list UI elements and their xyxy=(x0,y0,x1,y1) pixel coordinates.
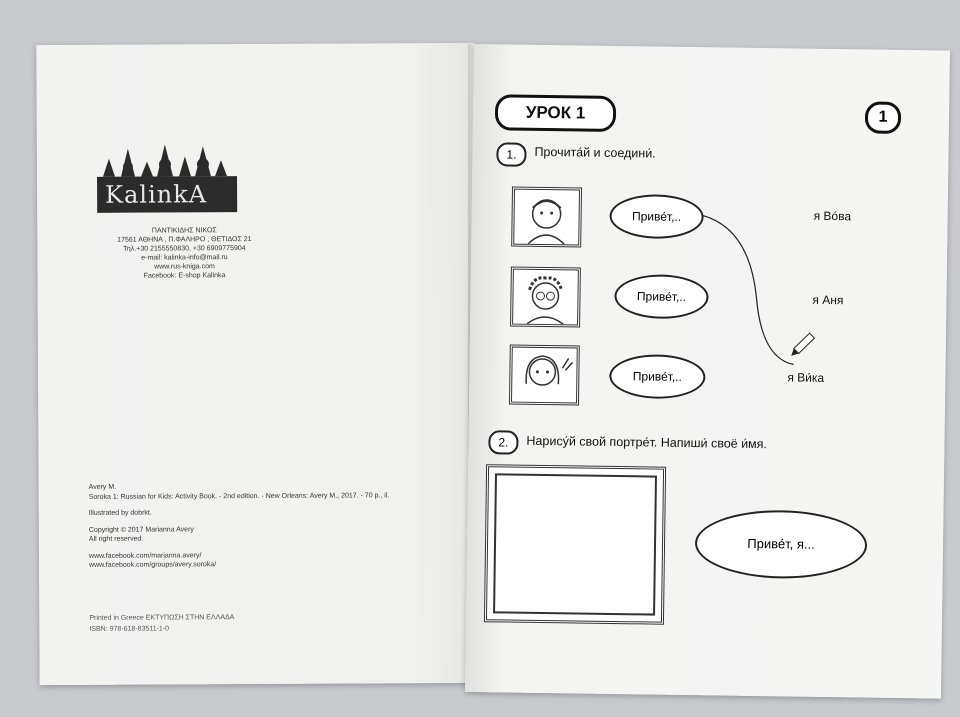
task-1-text: Прочита́й и соедини́. xyxy=(534,144,656,161)
publisher-line: e-mail: kalinka-info@mail.ru xyxy=(141,254,228,262)
portrait-boy-icon xyxy=(511,187,582,248)
facebook-link: www.facebook.com/marianna.avery/ xyxy=(88,551,202,560)
drawing-area xyxy=(493,473,657,615)
portrait-drawing-frame xyxy=(484,464,666,624)
facebook-group-link: www.facebook.com/groups/avery.soroka/ xyxy=(89,561,217,569)
publisher-info xyxy=(99,226,269,281)
right-page xyxy=(465,44,950,699)
publisher-line: ΠΑΝΤΙΚΙΔΗΣ ΝΙΚΟΣ xyxy=(151,227,217,235)
page-number: 1 xyxy=(865,101,901,133)
printing-info xyxy=(89,612,234,635)
speech-bubble: Приве́т,.. xyxy=(609,194,704,239)
logo-text: KalinkA xyxy=(105,180,208,209)
copyright: Copyright © 2017 Marianna Avery xyxy=(88,525,194,534)
name-label: я Во́ва xyxy=(813,208,852,224)
portrait-girl-icon xyxy=(509,345,580,406)
speech-bubble: Приве́т,.. xyxy=(614,274,709,319)
speech-bubble: Приве́т,.. xyxy=(609,354,706,399)
illustrator: Illustrated by dobrkt. xyxy=(88,509,152,517)
rights: All right reserved. xyxy=(88,535,144,543)
big-speech-bubble: Приве́т, я... xyxy=(695,509,868,579)
task-2-text: Нарису́й свой портре́т. Напиши́ своё и́мя. xyxy=(526,433,768,452)
portrait-curly-boy-icon xyxy=(510,267,581,328)
publisher-line: Facebook: E-shop Kalinka xyxy=(143,272,226,280)
lesson-title: УРОК 1 xyxy=(495,94,616,132)
publisher-line: Τηλ.+30 2155550830, +30 6909775904 xyxy=(123,245,246,253)
isbn: ISBN: 978-618-83511-1-0 xyxy=(89,625,170,633)
author-short: Avery M. xyxy=(88,483,117,491)
left-page xyxy=(36,43,477,685)
task-2-number: 2. xyxy=(488,430,518,454)
printed-in: Printed in Greece ΕΚΤΥΠΩΣΗ ΣΤΗΝ ΕΛΛΑΔΑ xyxy=(89,614,235,622)
publisher-line: www.rus-kniga.com xyxy=(154,263,215,271)
citation: Soroka 1: Russian for Kids: Activity Book. - 2nd edition. - New Orleans: Avery M., 2017. - 70 p., il. xyxy=(88,491,390,501)
kalinka-logo xyxy=(95,136,245,215)
name-label: я Аня xyxy=(812,292,844,308)
credits-block xyxy=(89,481,479,578)
publisher-line: 17561 ΑΘΗΝΑ , Π.ΦΑΛΗΡΟ , ΘΕΤΙΔΟΣ 21 xyxy=(117,236,252,244)
connecting-line-icon xyxy=(698,207,820,369)
task-1-number: 1. xyxy=(496,142,526,166)
name-label: я Ви́ка xyxy=(787,370,825,385)
